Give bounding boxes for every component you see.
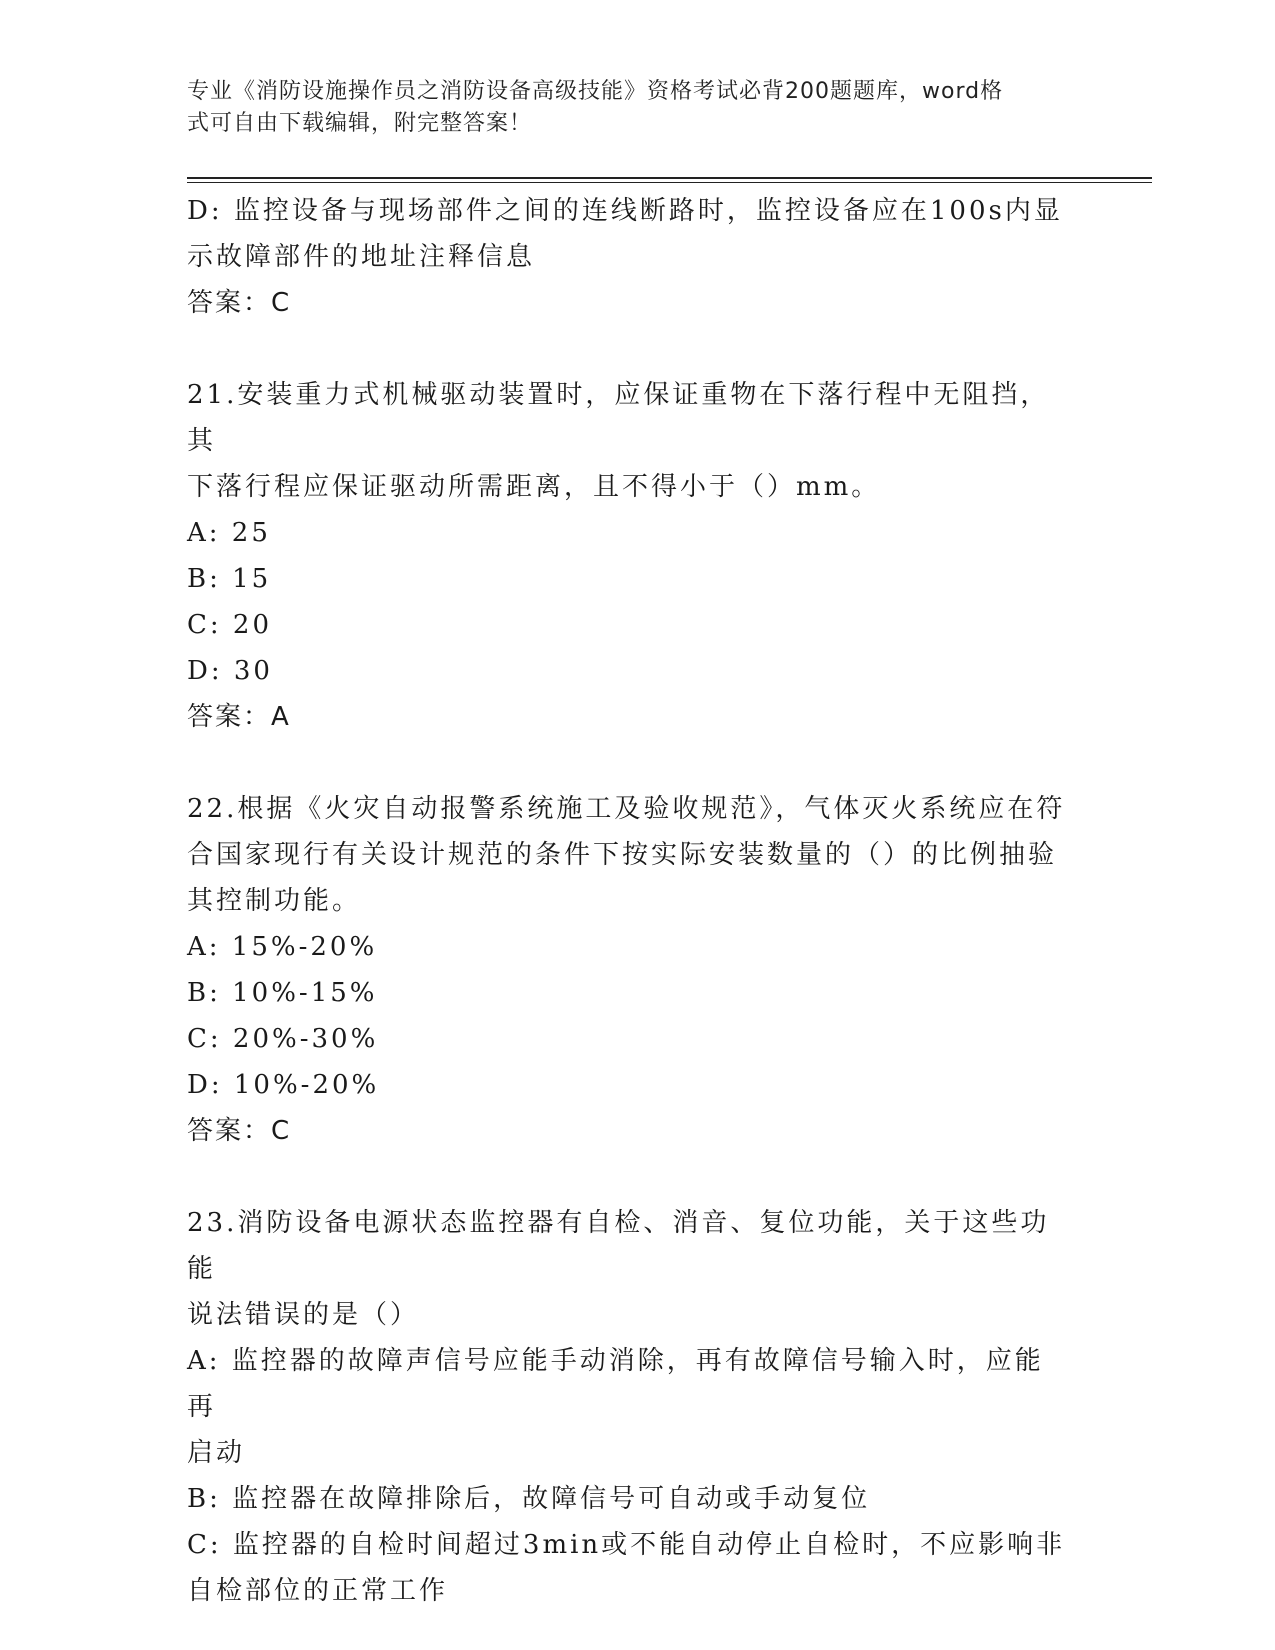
prev-question (187, 188, 1072, 326)
option-d-line-2: 示故障部件的地址注释信息 (187, 242, 536, 272)
option-d: D: 30 (187, 656, 273, 686)
spacer (187, 1154, 1072, 1200)
question-text-line-3: 其控制功能。 (187, 886, 362, 916)
option-b: B: 10%-15% (187, 978, 378, 1008)
question-text-line-1: 23.消防设备电源状态监控器有自检、消音、复位功能，关于这些功能 (187, 1208, 1050, 1284)
header-divider-thin (187, 182, 1152, 183)
option-c-line-1: C: 监控器的自检时间超过3min或不能自动停止自检时，不应影响非 (187, 1530, 1066, 1560)
option-a-line-2: 启动 (187, 1438, 246, 1468)
question-21 (187, 372, 1072, 740)
option-d: D: 10%-20% (187, 1070, 380, 1100)
option-b: B: 监控器在故障排除后，故障信号可自动或手动复位 (187, 1484, 871, 1514)
question-text-line-2: 下落行程应保证驱动所需距离，且不得小于（）mm。 (187, 472, 881, 502)
option-b: B: 15 (187, 564, 272, 594)
document-body (187, 188, 1072, 1614)
question-23 (187, 1200, 1072, 1614)
header-divider-thick (187, 177, 1152, 179)
option-a: A: 25 (187, 518, 271, 548)
answer: 答案：A (187, 702, 291, 732)
question-22 (187, 786, 1072, 1154)
header-line-1: 专业《消防设施操作员之消防设备高级技能》资格考试必背200题题库，word格 (187, 79, 1004, 104)
option-a: A: 15%-20% (187, 932, 378, 962)
spacer (187, 740, 1072, 786)
question-text-line-1: 22.根据《火灾自动报警系统施工及验收规范》，气体灭火系统应在符 (187, 794, 1066, 824)
answer: 答案：C (187, 1116, 292, 1146)
question-text-line-2: 合国家现行有关设计规范的条件下按实际安装数量的（）的比例抽验 (187, 840, 1058, 870)
option-c: C: 20%-30% (187, 1024, 379, 1054)
option-a-line-1: A: 监控器的故障声信号应能手动消除，再有故障信号输入时，应能再 (187, 1346, 1044, 1422)
question-text-line-2: 说法错误的是（） (187, 1300, 420, 1330)
option-d-line-1: D: 监控设备与现场部件之间的连线断路时，监控设备应在100s内显 (187, 196, 1063, 226)
page-header (187, 76, 1087, 140)
spacer (187, 326, 1072, 372)
option-c: C: 20 (187, 610, 273, 640)
answer: 答案：C (187, 288, 292, 318)
option-c-line-2: 自检部位的正常工作 (187, 1576, 449, 1606)
header-line-2: 式可自由下载编辑，附完整答案！ (187, 111, 533, 136)
question-text-line-1: 21.安装重力式机械驱动装置时，应保证重物在下落行程中无阻挡，其 (187, 380, 1050, 456)
